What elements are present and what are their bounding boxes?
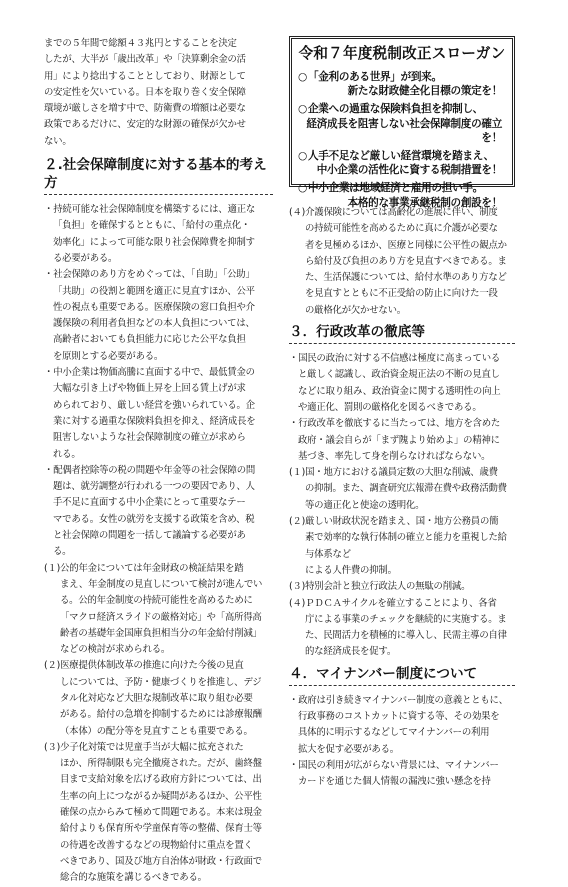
- slogan-item: ○ 「金利のある世界」が到来。 新たな財政健全化目標の策定を！: [298, 70, 506, 98]
- section-3-item-3: (３)特別会計と独立行政法人の無駄の削減。: [289, 581, 471, 593]
- slogan-item: ○ 企業への過重な保険料負担を抑制し、 経済成長を阻害しない社会保障制度の確立を！: [298, 102, 506, 145]
- numbered-item-1: (１)公的年金については年金財政の検証結果を踏 まえ、年金制度の見直しについて検討が進んでい る。公的年金制度の持続可能性を高めるために 「マクロ経済スライドの厳格対応」や「高所得高 齢者の基礎年金国庫負担相当分の年金給付削減」 などの検討が求められる。: [44, 562, 263, 656]
- text-line: 政策であるだけに、安定的な財源の確保が欠かせ: [44, 119, 246, 131]
- text-line: の安定性を欠いている。日本を取り巻く安全保障: [44, 86, 246, 98]
- intro-paragraph: [44, 36, 273, 150]
- section-3-item-4: (４)ＰＤＣＡサイクルを確立することにより、各省 庁による事業のチェックを継続的に実施する。ま た、民間活力を積極的に導入し、民需主導の自律 的な経済成長を促す。: [289, 597, 507, 658]
- slogan-item: ○ 中小企業は地域経済と雇用の担い手。 本格的な事業承継税制の創設を！: [298, 181, 506, 209]
- text-line: 用」により捻出することとしており、財源として: [44, 70, 246, 82]
- slogan-box: [289, 36, 515, 209]
- numbered-item-3: (３)少子化対策では児童手当が大幅に拡充された ほか、所得制限も完全撤廃された。だが、歯終盤 目まで支給対象を広げる政府方針については、出 生率の向上につながるか疑問があるほか、公平性 確保の点からみて極めて問題である。本来は現金 給付よりも保育所や学童保育等の整備、保育士等 の待遇を改善するなどの現物給付に重点を置く べきであり、国及び地方自治体が財政・行政面で 総合的な施策を講じるべきである。: [44, 741, 262, 884]
- left-column: [44, 36, 273, 887]
- slogan-item: ○ 人手不足など厳しい経営環境を踏まえ、 中小企業の活性化に資する税制措置を！: [298, 149, 506, 177]
- section-3-bullet: ・ 国民の政治に対する不信感は極度に高まっている と厳しく認識し、政治資金規正法の不断の見直し などに取り組み、政治資金に関する透明性の向上 や適正化、罰則の厳格化を図るべきである。: [289, 351, 515, 416]
- section-3-heading: ３．行政改革の徹底等: [289, 323, 515, 344]
- text-line: ない。: [44, 135, 72, 147]
- section-2-bullet: ・ 社会保障のあり方をめぐっては、「自助」「公助」 「共助」の役割と範囲を適正に見直すほか、公平 性の視点も重要である。医療保険の窓口負担や介 護保険の利用者負担などの本人負担については、 高齢者においても負担能力に応じた公平な負担 を原則とする必要がある。: [44, 267, 273, 365]
- text-line: までの５年間で総額４３兆円とすることを決定: [44, 38, 237, 49]
- section-4-bullet: ・ 政府は引き続きマイナンバー制度の意義とともに、 行政事務のコストカットに資する等、その効果を 具体的に明示するなどしてマイナンバーの利用 拡大を促す必要がある。: [289, 693, 515, 758]
- section-2-bullet: ・ 配偶者控除等の税の問題や年金等の社会保障の問 題は、就労調整が行われる一つの要因であり、人 手不足に直面する中小企業にとって重要なテー マである。女性の就労を支援する政策を含め、税 と社会保障の問題を一括して議論する必要があ る。: [44, 463, 273, 561]
- section-4-bullet: ・ 国民の利用が広がらない背景には、マイナンバー カードを通じた個人情報の漏洩に強い懸念を持: [289, 758, 515, 791]
- numbered-item-2: (２)医療提供体制改革の推進に向けた今後の見直 しについては、予防・健康づくりを推進し、デジ タル化対応など大胆な規制改革に取り組む必要 がある。給付の急増を抑制するためには診療報酬 （本体）の配分等を見直すことも重要である。: [44, 660, 262, 737]
- section-2-bullet: ・ 中小企業は物価高騰に直面する中で、最低賃金の 大幅な引き上げや物価上昇を上回る賃上げが求 められており、厳しい経営を強いられている。企 業に対する過重な保険料負担を抑え、経済成長を 阻害しないような社会保障制度の確立が求めら れる。: [44, 365, 273, 463]
- right-column: [289, 36, 515, 791]
- section-3-bullet: ・ 行政改革を徹底するに当たっては、地方を含めた 政府・議会自らが「まず隗より始めよ」の精神に 基づき、率先して身を削らなければならない。: [289, 416, 515, 465]
- section-3-item-1: (１)国・地方における議員定数の大胆な削減、歳費 の抑制。また、調査研究広報滞在費や政務活動費 等の適正化と使途の透明化。: [289, 467, 507, 511]
- section-4-heading: ４．マイナンバー制度について: [289, 665, 515, 686]
- section-2-heading: ２.社会保障制度に対する基本的考え方: [44, 156, 273, 195]
- text-line: したが、大半が「歳出改革」や「決算剰余金の活: [44, 54, 246, 66]
- numbered-item-4: (４)介護保険については高齢化の進展に伴い、制度 の持続可能性を高めるために真に介護が必要な 者を見極めるほか、医療と同様に公平性の観点か ら給付及び負担のあり方を見直すべきである。ま た、生活保護については、給付水準のあり方など を見直すとともに不正受給の防止に向けた一段 の厳格化が欠かせない。: [289, 207, 507, 316]
- section-3-item-2: (２)厳しい財政状況を踏まえ、国・地方公務員の簡 素で効率的な執行体制の確立と能力を重視した給与体系など による人件費の抑制。: [289, 516, 507, 576]
- slogan-title: 令和７年度税制改正スローガン: [298, 45, 506, 62]
- text-line: 環境が厳しさを増す中で、防衛費の増額は必要な: [44, 103, 246, 115]
- section-2-bullet: ・ 持続可能な社会保障制度を構築するには、適正な 「負担」を確保するとともに、「給付の重点化・ 効率化」によって可能な限り社会保障費を抑制す る必要がある。: [44, 202, 273, 267]
